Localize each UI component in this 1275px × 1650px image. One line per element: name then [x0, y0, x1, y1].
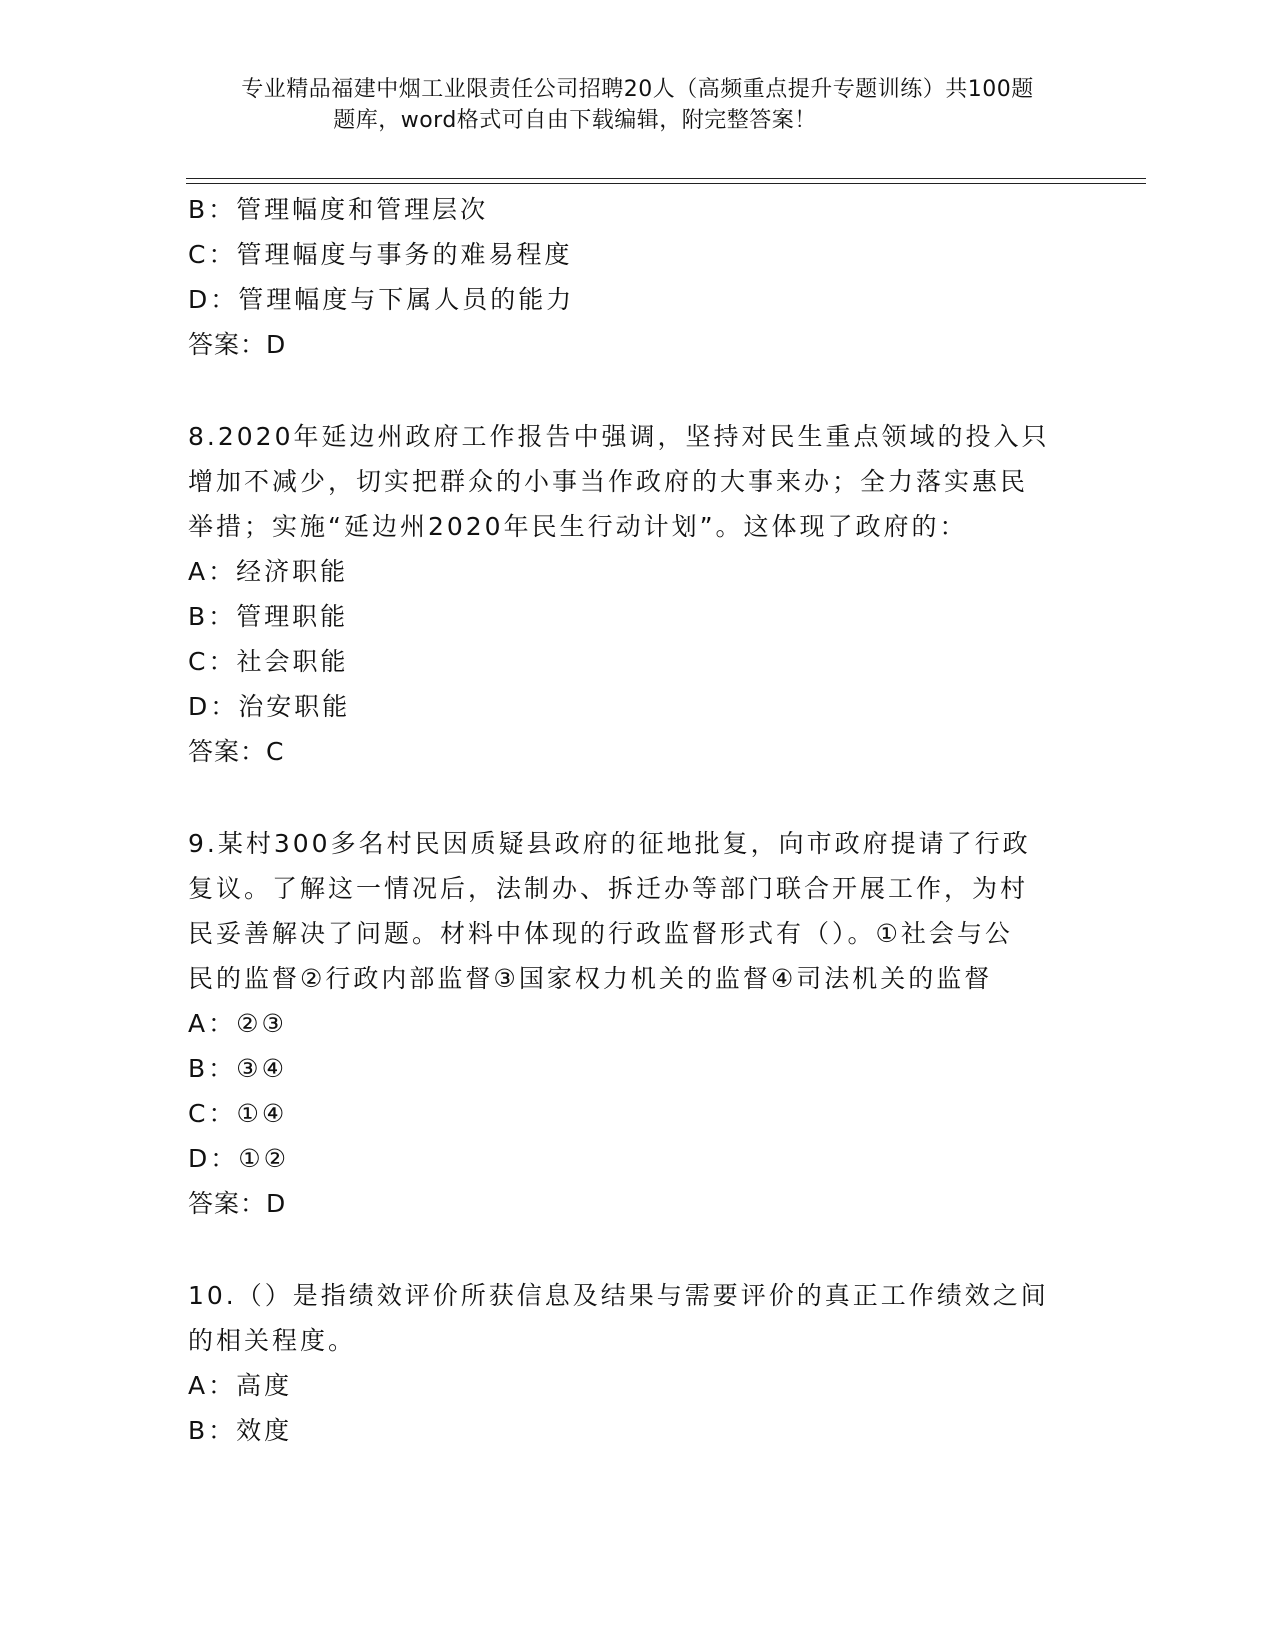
option-a: A：经济职能	[188, 557, 349, 586]
option-a: A：高度	[188, 1371, 293, 1400]
question-list	[188, 187, 1088, 1453]
question-7-continuation	[188, 187, 1088, 367]
question-8	[188, 414, 1088, 774]
option-d: D：①②	[188, 1144, 290, 1173]
option-c: C：①④	[188, 1099, 288, 1128]
question-9	[188, 821, 1088, 1226]
option-c: C：社会职能	[188, 647, 349, 676]
header-divider-bottom	[186, 183, 1146, 184]
header-title-line-2: 题库，word格式可自由下载编辑，附完整答案！	[333, 108, 817, 133]
answer-line: 答案：C	[188, 737, 285, 766]
option-d: D：管理幅度与下属人员的能力	[188, 285, 575, 314]
option-b: B：管理职能	[188, 602, 349, 631]
option-b: B：管理幅度和管理层次	[188, 195, 489, 224]
option-d: D：治安职能	[188, 692, 351, 721]
question-stem-line: 8.2020年延边州政府工作报告中强调，坚持对民生重点领域的投入只	[188, 422, 1050, 451]
answer-line: 答案：D	[188, 1189, 287, 1218]
question-stem-line: 复议。了解这一情况后，法制办、拆迁办等部门联合开展工作，为村	[188, 874, 1029, 903]
option-a: A：②③	[188, 1009, 287, 1038]
question-stem-line: 民妥善解决了问题。材料中体现的行政监督形式有（）。①社会与公	[188, 919, 1013, 948]
question-stem-line: 9.某村300多名村民因质疑县政府的征地批复，向市政府提请了行政	[188, 829, 1031, 858]
document-header	[0, 74, 1275, 136]
header-divider-top	[186, 178, 1146, 179]
header-title-line-1: 专业精品福建中烟工业限责任公司招聘20人（高频重点提升专题训练）共100题	[241, 77, 1034, 102]
question-stem-line: 增加不减少，切实把群众的小事当作政府的大事来办；全力落实惠民	[188, 467, 1029, 496]
question-stem-line: 民的监督②行政内部监督③国家权力机关的监督④司法机关的监督	[188, 964, 993, 993]
option-b: B：效度	[188, 1416, 293, 1445]
question-stem-line: 举措；实施“延边州2020年民生行动计划”。这体现了政府的：	[188, 512, 968, 541]
option-b: B：③④	[188, 1054, 287, 1083]
question-stem-line: 10.（）是指绩效评价所获信息及结果与需要评价的真正工作绩效之间	[188, 1281, 1049, 1310]
question-10	[188, 1273, 1088, 1453]
answer-line: 答案：D	[188, 330, 287, 359]
option-c: C：管理幅度与事务的难易程度	[188, 240, 573, 269]
question-stem-line: 的相关程度。	[188, 1326, 357, 1355]
